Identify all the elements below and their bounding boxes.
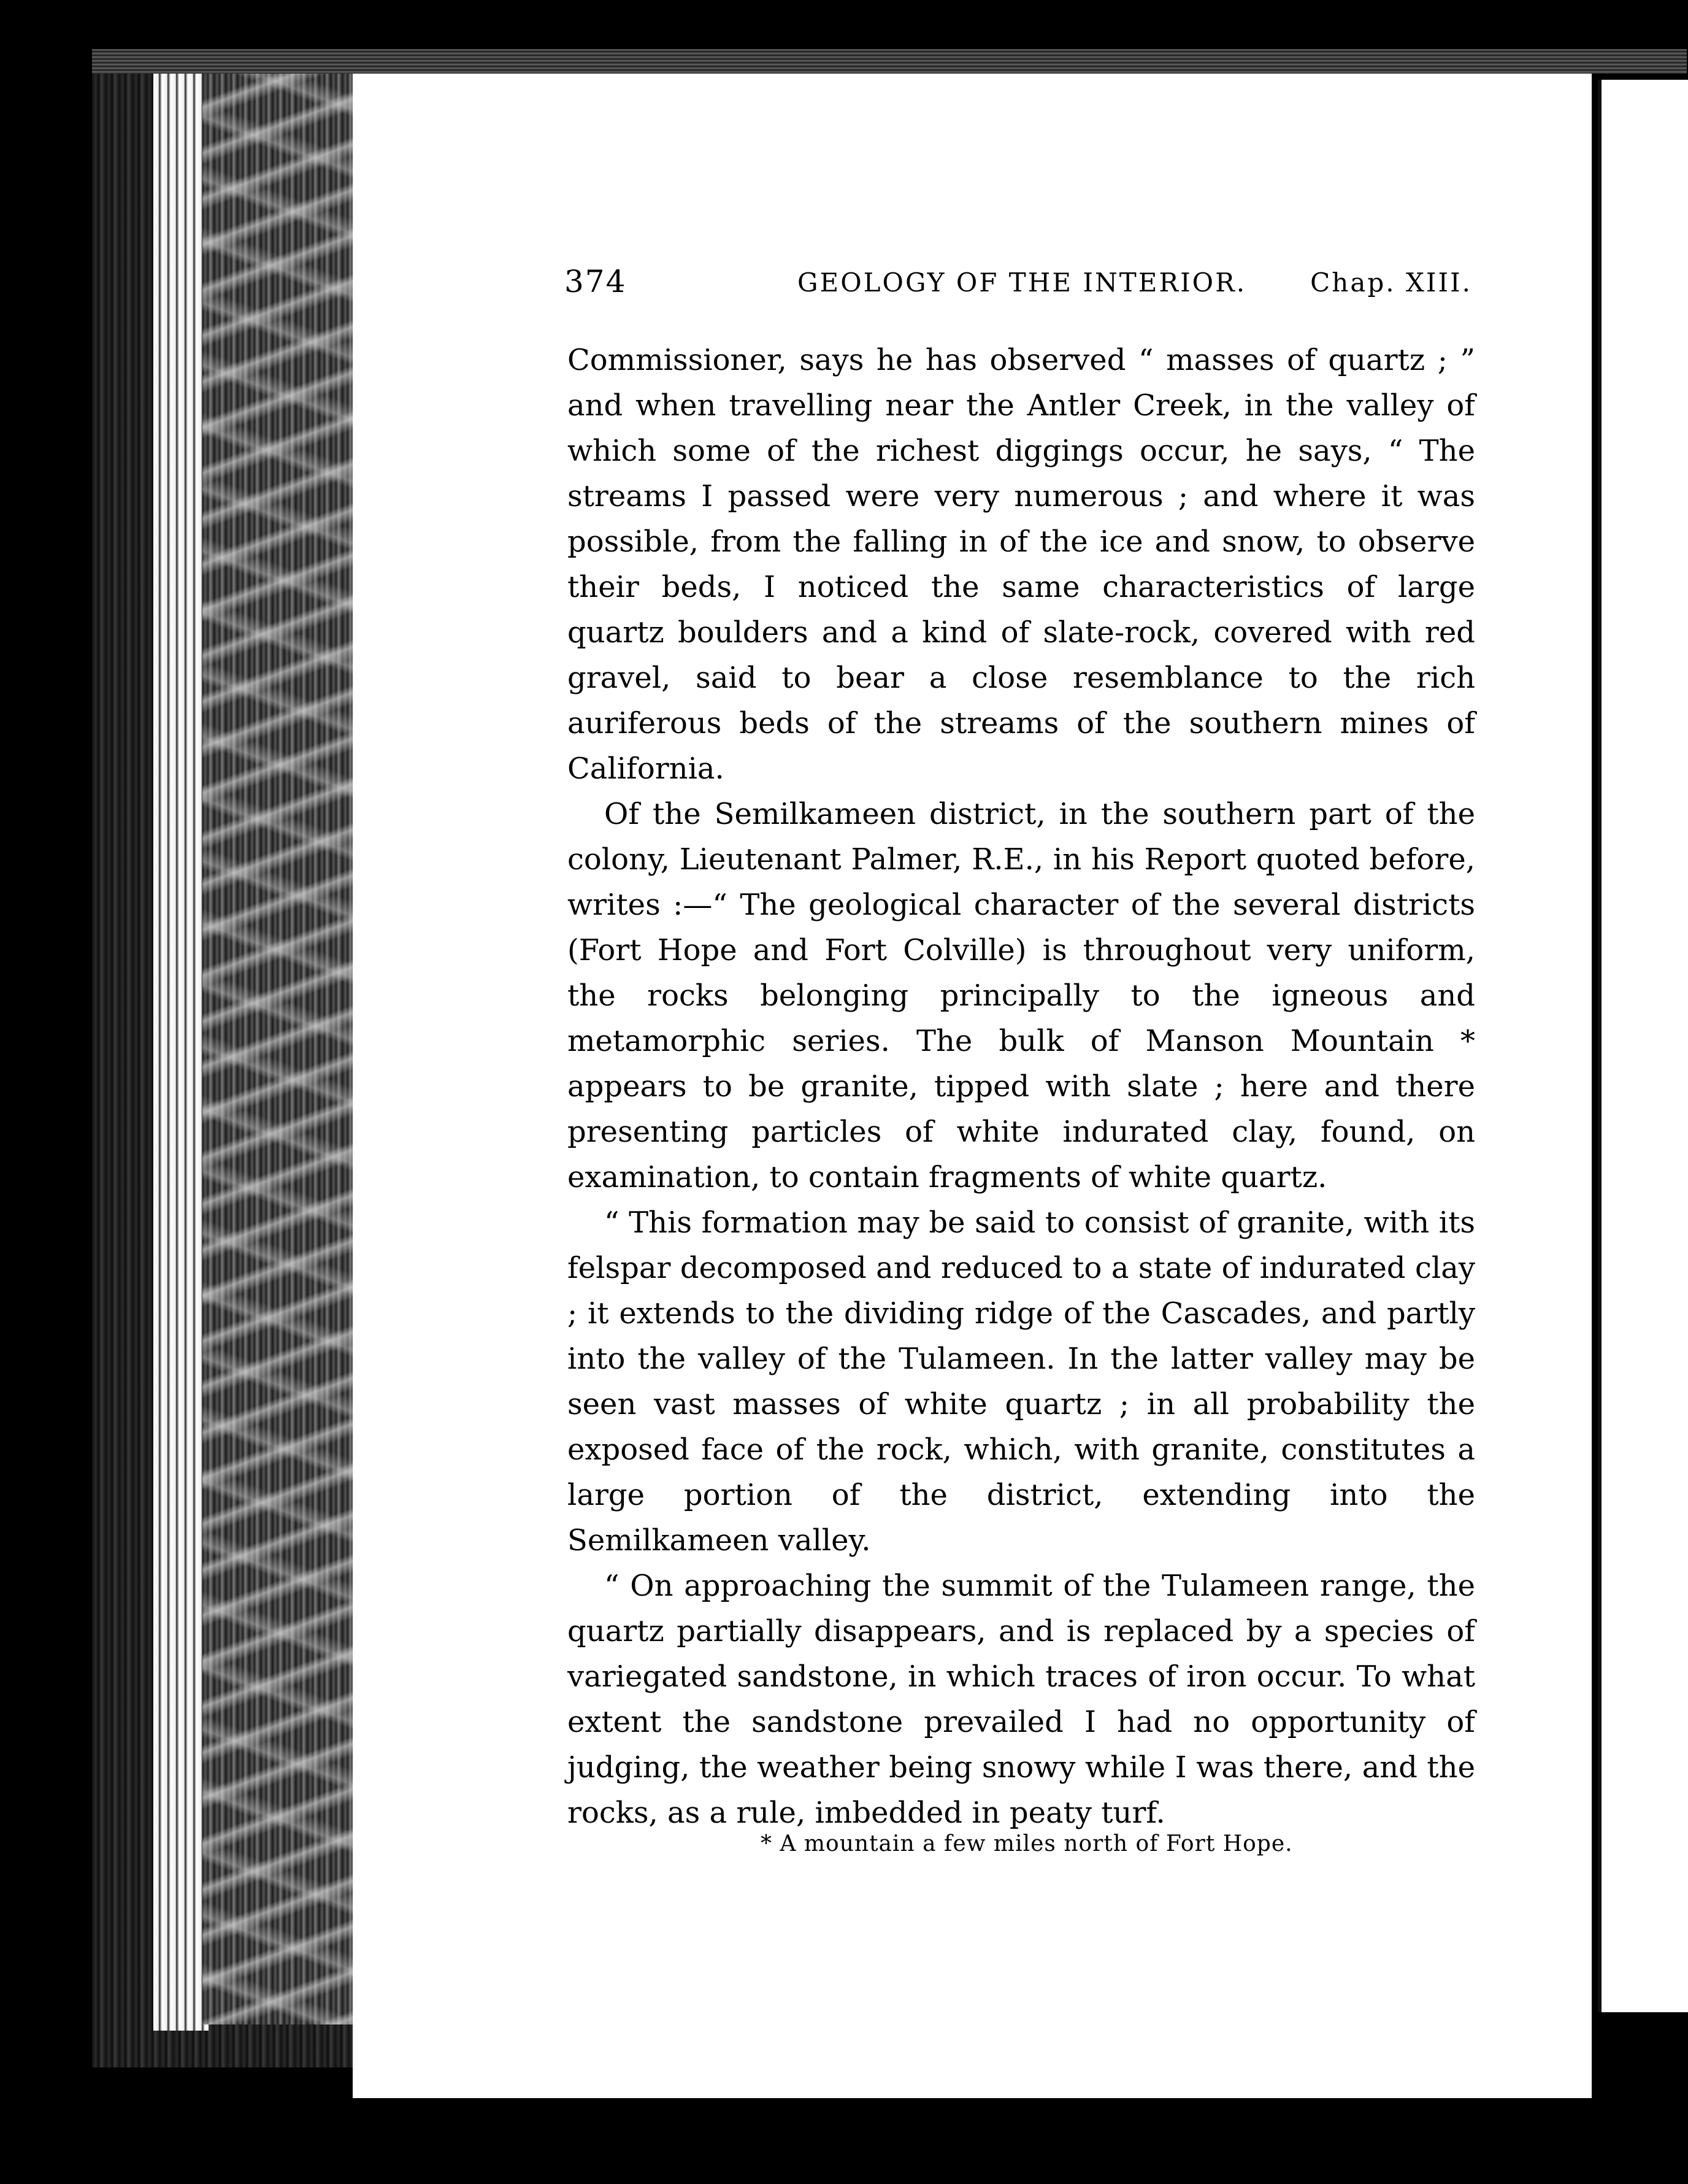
book-top-edge: [92, 49, 1687, 74]
body-text: [567, 337, 1475, 1836]
page-number: 374: [564, 264, 627, 299]
paragraph-3: “ This formation may be said to consist of granite, with its felspar decomposed and reduced to a state of indurated clay ; it extends to the dividing ridge of the Cascades, and partly into the valley of the Tulameen. In the latter valley may be seen vast masses of white quartz ; in all probability the exposed face of the rock, which, with granite, constitutes a large portion of the district, extending into the Semilkameen valley.: [567, 1205, 1475, 1558]
marbled-fore-edge: [202, 74, 356, 2024]
page-stack-edge: [153, 67, 209, 2031]
running-head-chapter: Chap. XIII.: [1310, 267, 1472, 298]
paragraph-2: Of the Semilkameen district, in the southern part of the colony, Lieutenant Palmer, R.E., in his Report quoted before, writes :—“ The geological character of the several districts (Fort Hope and Fort Colville) is throughout very uniform, the rocks belonging principally to the igneous and metamorphic series. The bulk of Manson Mountain * appears to be granite, tipped with slate ; here and there presenting particles of white indurated clay, found, on examination, to contain fragments of white quartz.: [567, 797, 1475, 1194]
footnote: * A mountain a few miles north of Fort Hope.: [761, 1831, 1293, 1856]
paragraph-1: Commissioner, says he has observed “ masses of quartz ; ” and when travelling near the Antler Creek, in the valley of which some of the richest diggings occur, he says, “ The streams I passed were very numerous ; and where it was possible, from the falling in of the ice and snow, to observe their beds, I noticed the same characteristics of large quartz boulders and a kind of slate-rock, covered with red gravel, said to bear a close resemblance to the rich auriferous beds of the streams of the southern mines of California.: [567, 343, 1475, 786]
facing-page-edge: [1598, 80, 1688, 2012]
paragraph-4: “ On approaching the summit of the Tulameen range, the quartz partially disappears, and is replaced by a species of variegated sandstone, in which traces of iron occur. To what extent the sandstone prevailed I had no opportunity of judging, the weather being snowy while I was there, and the rocks, as a rule, imbedded in peaty turf.: [567, 1569, 1475, 1830]
running-head: [564, 264, 1472, 313]
running-head-title: GEOLOGY OF THE INTERIOR.: [797, 267, 1247, 298]
